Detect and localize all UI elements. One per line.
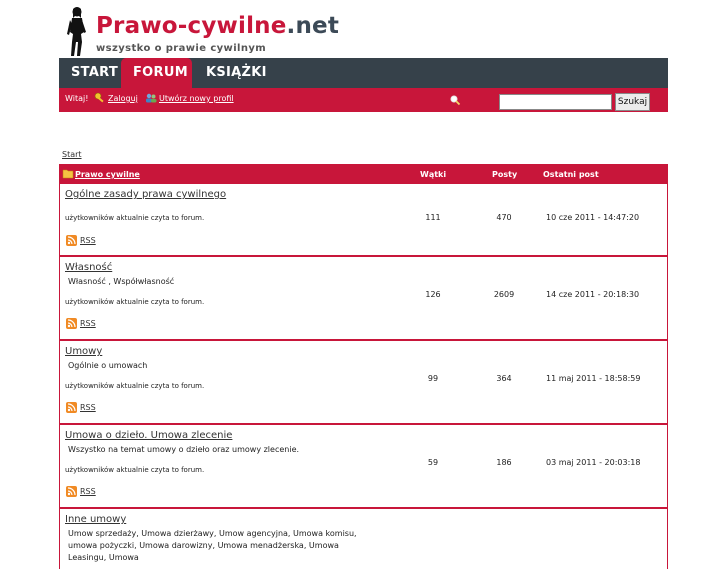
forum-note: użytkowników aktualnie czyta to forum. [65, 382, 205, 390]
site-title[interactable] [96, 13, 339, 39]
forum-row [59, 509, 668, 569]
forum-description: Umow sprzedaży, Umowa dzierżawy, Umow agencyjna, Umowa komisu, umowa pożyczki, Umowa darowizny, Umowa menadżerska, Umowa Leasingu, Umowa [68, 529, 357, 562]
forum-description: Własność , Współwłasność [68, 277, 175, 286]
col-last-post-header: Ostatni post [543, 170, 599, 179]
nav-item-ksiazki[interactable]: KSIĄŻKI [206, 65, 267, 80]
forum-note: użytkowników aktualnie czyta to forum. [65, 466, 205, 474]
rss-link[interactable]: RSS [80, 487, 96, 496]
search-icon [450, 95, 460, 105]
last-post-date: 14 cze 2011 - 20:18:30 [546, 290, 640, 299]
threads-count: 99 [427, 374, 439, 383]
nav-item-forum[interactable]: FORUM [121, 58, 192, 88]
rss-icon [66, 402, 77, 413]
forum-description: Ogólnie o umowach [68, 361, 148, 370]
forum-name-link[interactable]: Własność [65, 262, 113, 273]
forum-name-link[interactable]: Ogólne zasady prawa cywilnego [65, 189, 227, 200]
forum-row [59, 341, 668, 425]
posts-count: 470 [496, 213, 512, 222]
forum-name-link[interactable]: Umowa o dzieło. Umowa zlecenie [65, 430, 233, 441]
search-input[interactable] [499, 94, 612, 110]
forum-row [59, 184, 668, 257]
threads-count: 126 [425, 290, 441, 299]
forum-table [59, 164, 668, 562]
forum-note: użytkowników aktualnie czyta to forum. [65, 298, 205, 306]
forum-name-link[interactable]: Inne umowy [65, 514, 127, 525]
col-threads-header: Wątki [420, 170, 447, 179]
breadcrumb[interactable]: Start [62, 150, 82, 159]
login-link[interactable]: Zaloguj [108, 94, 138, 103]
rss-icon [66, 235, 77, 246]
forum-row [59, 257, 668, 341]
rss-link[interactable]: RSS [80, 236, 96, 245]
login-key-icon [94, 92, 106, 104]
user-bar [59, 88, 668, 112]
site-tagline: wszystko o prawie cywilnym [96, 43, 267, 54]
last-post-date: 11 maj 2011 - 18:58:59 [546, 374, 641, 383]
category-link[interactable]: Prawo cywilne [75, 170, 140, 179]
forum-row [59, 425, 668, 509]
folder-icon [63, 169, 73, 178]
register-link[interactable]: Utwórz nowy profil [159, 94, 234, 103]
forum-note: użytkowników aktualnie czyta to forum. [65, 214, 205, 222]
table-header [59, 164, 668, 184]
col-posts-header: Posty [492, 170, 518, 179]
forum-name-link[interactable]: Umowy [65, 346, 103, 357]
posts-count: 364 [496, 374, 512, 383]
posts-count: 2609 [493, 290, 515, 299]
rss-link[interactable]: RSS [80, 319, 96, 328]
search-button[interactable]: Szukaj [615, 93, 650, 111]
forum-description: Wszystko na temat umowy o dzieło oraz umowy zlecenie. [68, 445, 300, 454]
nav-item-start[interactable]: START [71, 65, 119, 80]
users-icon [145, 92, 157, 104]
site-title-tld: .net [286, 13, 340, 39]
threads-count: 59 [427, 458, 439, 467]
woman-silhouette-icon [62, 6, 90, 58]
rss-link[interactable]: RSS [80, 403, 96, 412]
site-title-main: Prawo-cywilne [96, 13, 287, 39]
rss-icon [66, 486, 77, 497]
main-nav [59, 58, 668, 88]
rss-icon [66, 318, 77, 329]
site-header [0, 0, 727, 58]
threads-count: 111 [425, 213, 441, 222]
posts-count: 186 [496, 458, 512, 467]
last-post-date: 03 maj 2011 - 20:03:18 [546, 458, 641, 467]
welcome-text: Witaj! [65, 94, 89, 103]
last-post-date: 10 cze 2011 - 14:47:20 [546, 213, 640, 222]
